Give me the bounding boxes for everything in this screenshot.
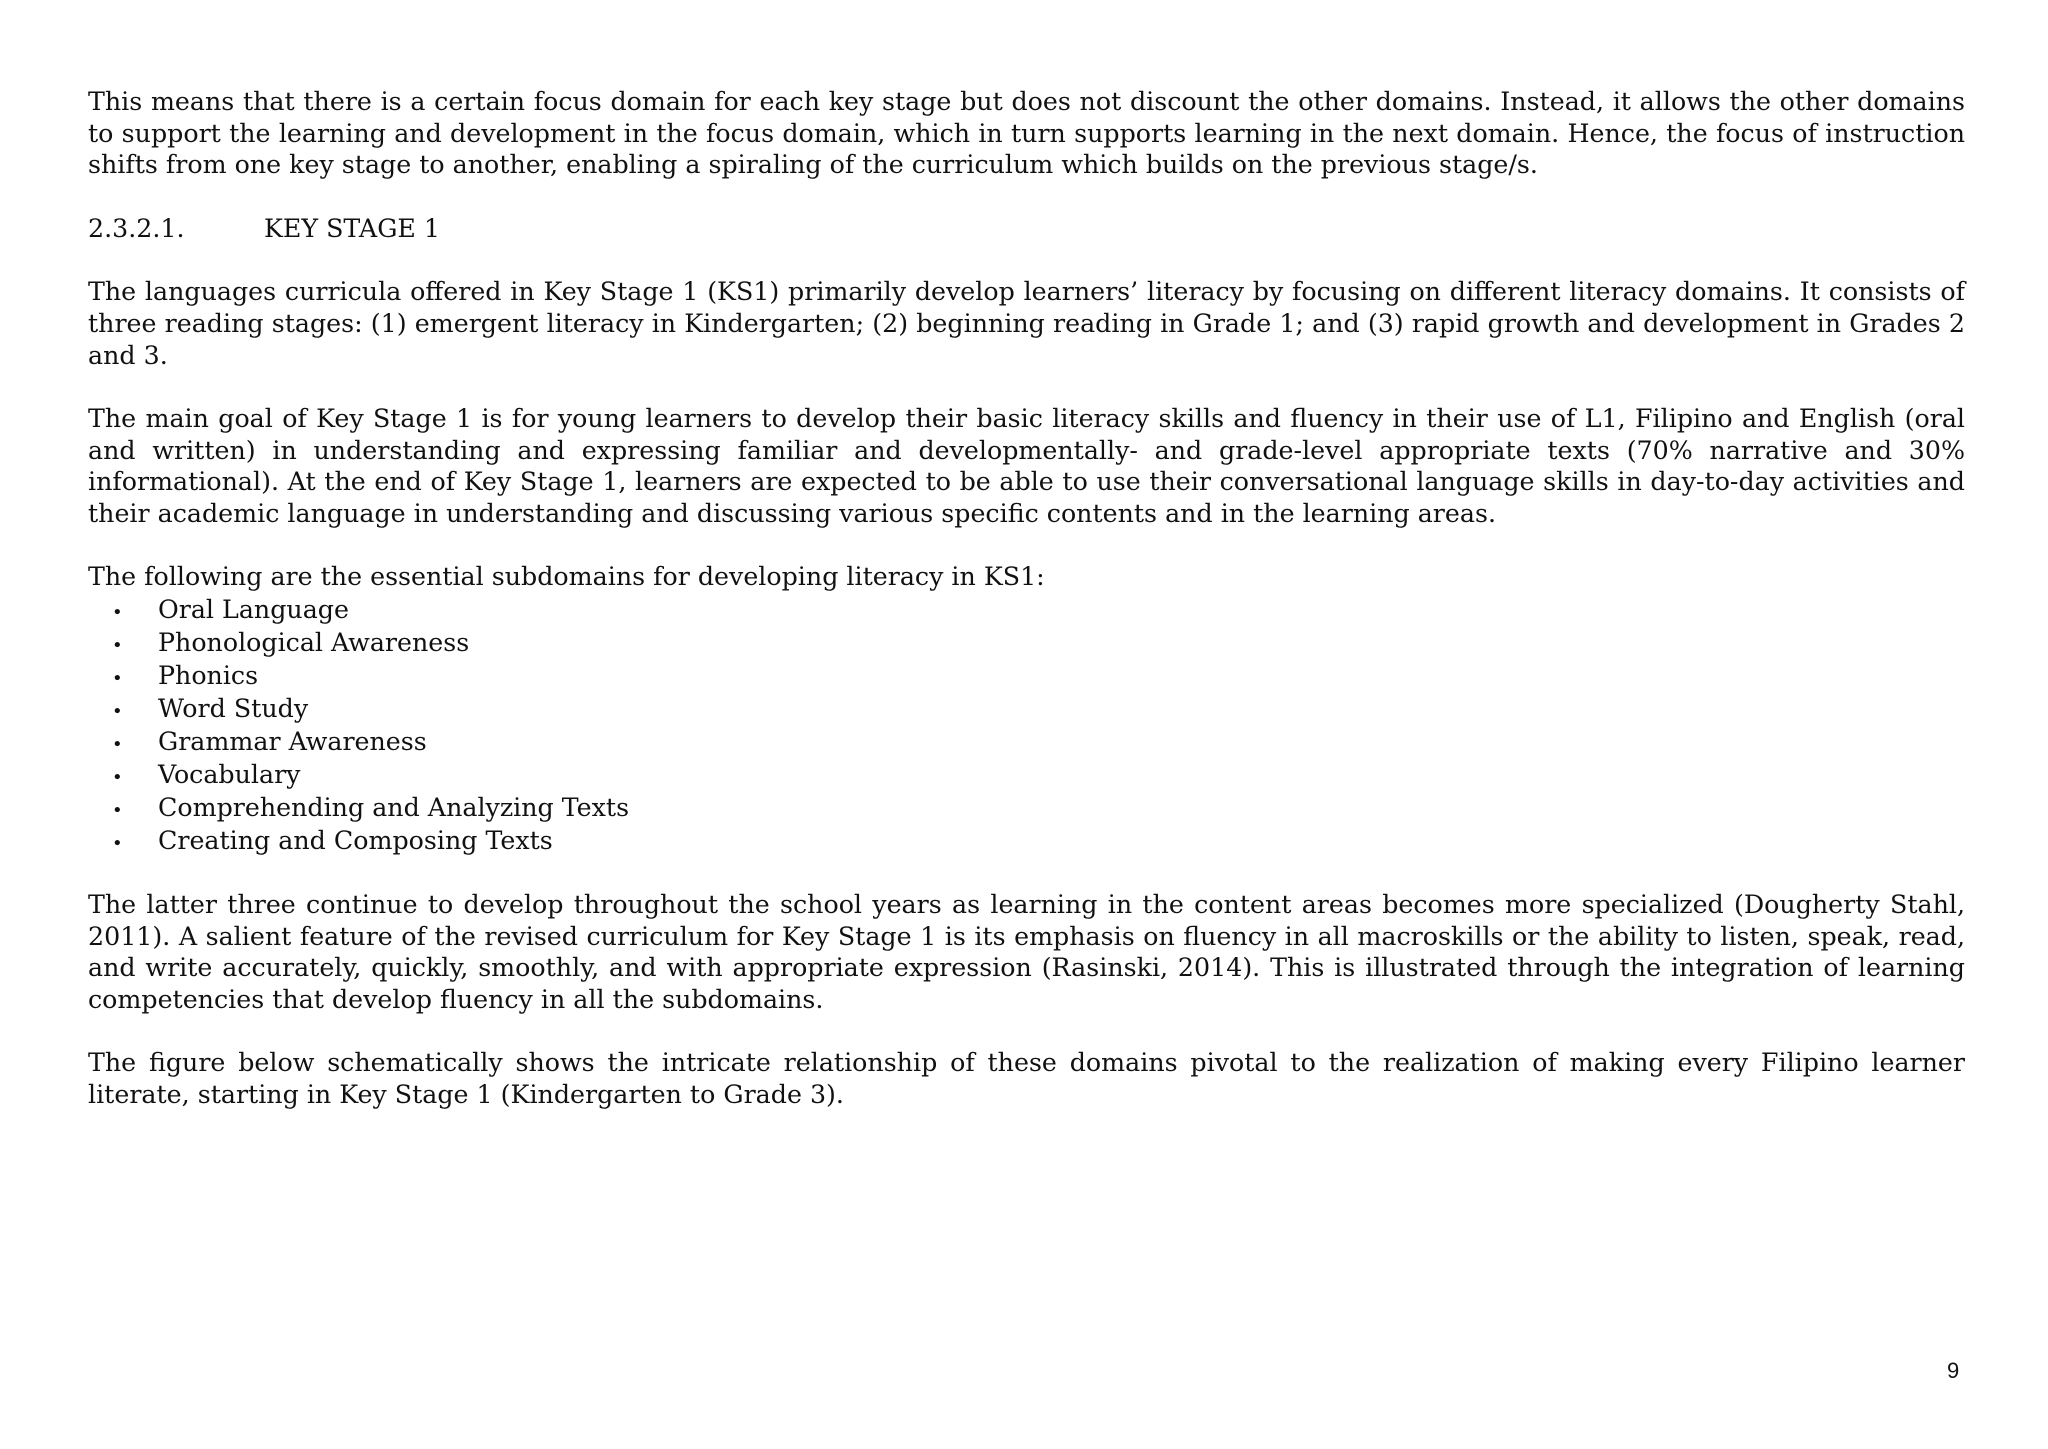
- list-item: [88, 626, 1965, 659]
- bullet-icon: •: [112, 767, 123, 789]
- figure-paragraph: The figure below schematically shows the intricate relationship of these domains pivotal to the realization of making every Filipino learner literate, starting in Key Stage 1 (Kindergarten to Grade 3).: [88, 1048, 1965, 1110]
- list-item: [88, 791, 1965, 824]
- bullet-icon: •: [112, 701, 123, 723]
- list-item-label: Oral Language: [158, 595, 349, 625]
- list-item: [88, 659, 1965, 692]
- page-number: 9: [1947, 1358, 1960, 1383]
- subdomains-list: [88, 593, 1965, 857]
- list-item-label: Phonological Awareness: [158, 628, 470, 658]
- section-title: KEY STAGE 1: [264, 213, 441, 243]
- bullet-icon: •: [112, 734, 123, 756]
- bullet-icon: •: [112, 833, 123, 855]
- list-item: [88, 593, 1965, 626]
- bullet-icon: •: [112, 800, 123, 822]
- bullet-icon: •: [112, 602, 123, 624]
- list-item-label: Creating and Composing Texts: [158, 826, 553, 856]
- list-item: [88, 725, 1965, 758]
- latter-paragraph: The latter three continue to develop throughout the school years as learning in the content areas becomes more specialized (Dougherty Stahl, 2011). A salient feature of the revised curriculum for Key Stage 1 is its emphasis on fluency in all macroskills or the ability to listen, speak, read, and write accurately, quickly, smoothly, and with appropriate expression (Rasinski, 2014). This is illustrated through the integration of learning competencies that develop fluency in all the subdomains.: [88, 889, 1965, 1014]
- bullet-icon: •: [112, 668, 123, 690]
- list-item: [88, 692, 1965, 725]
- list-item: [88, 758, 1965, 791]
- list-item-label: Grammar Awareness: [158, 727, 427, 757]
- list-item-label: Vocabulary: [158, 760, 301, 790]
- intro-paragraph: This means that there is a certain focus domain for each key stage but does not discount the other domains. Instead, it allows the other domains to support the learning and development in the focus domain, which in turn supports learning in the next domain. Hence, the focus of instruction shifts from one key stage to another, enabling a spiraling of the curriculum which builds on the previous stage/s.: [88, 87, 1965, 180]
- section-heading: [88, 213, 1965, 245]
- list-item-label: Comprehending and Analyzing Texts: [158, 793, 630, 823]
- document-page: [88, 86, 1965, 1142]
- section-number: 2.3.2.1.: [88, 213, 185, 243]
- list-item-label: Phonics: [158, 661, 259, 691]
- list-item: [88, 824, 1965, 857]
- list-item-label: Word Study: [158, 694, 309, 724]
- goal-paragraph: The main goal of Key Stage 1 is for young learners to develop their basic literacy skills and fluency in their use of L1, Filipino and English (oral and written) in understanding and expressing familiar and developmentally- and grade-level appropriate texts (70% narrative and 30% informational). At the end of Key Stage 1, learners are expected to be able to use their conversational language skills in day-to-day activities and their academic language in understanding and discussing various specific contents and in the learning areas.: [88, 403, 1965, 529]
- languages-paragraph: The languages curricula offered in Key Stage 1 (KS1) primarily develop learners’ literacy by focusing on different literacy domains. It consists of three reading stages: (1) emergent literacy in Kindergarten; (2) beginning reading in Grade 1; and (3) rapid growth and development in Grades 2 and 3.: [88, 277, 1965, 370]
- subdomains-intro: The following are the essential subdomains for developing literacy in KS1:: [88, 562, 1045, 592]
- bullet-icon: •: [112, 635, 123, 657]
